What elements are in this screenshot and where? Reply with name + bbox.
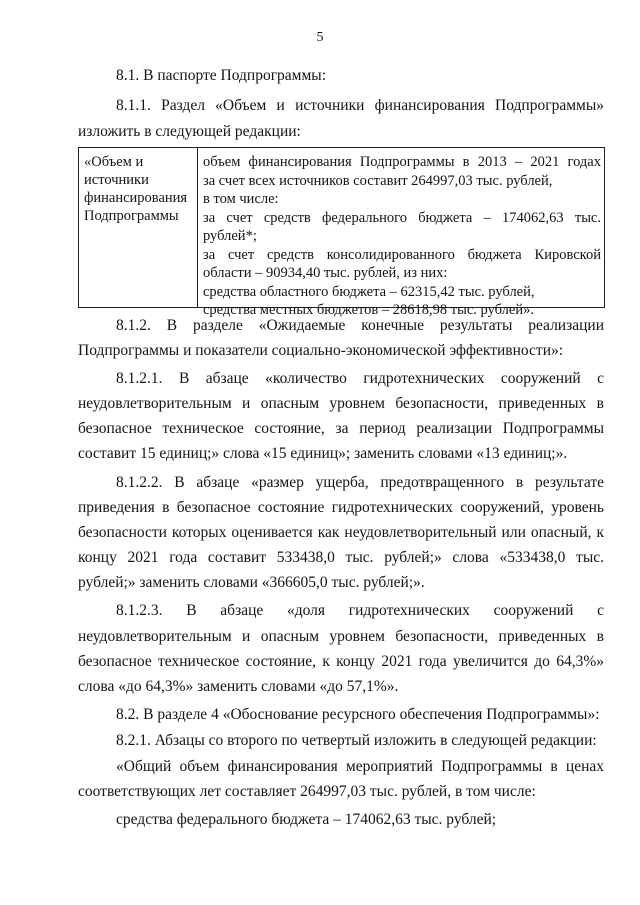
table-right-line: средства областного бюджета – 62315,42 тыс. рублей, bbox=[203, 283, 535, 300]
table-right-line: объем финансирования Подпрограммы в 2013 – 2021 годах bbox=[203, 154, 601, 170]
table-left-line: Подпрограммы bbox=[84, 208, 179, 224]
paragraph-8-1-1-line1: 8.1.1. Раздел «Объем и источники финансирования Подпрограммы» bbox=[116, 97, 604, 114]
paragraph-8-1-2-3-line3: безопасное техническое состояние, к концу 2021 года увеличится до 64,3%» bbox=[78, 653, 604, 670]
paragraph-8-1-2-3-line4: слова «до 64,3%» заменить словами «до 57,1%». bbox=[78, 678, 399, 695]
table-left-line: «Объем и bbox=[84, 154, 144, 170]
table-right-line: области – 90934,40 тыс. рублей, из них: bbox=[203, 265, 448, 281]
paragraph-8-2-1: 8.2.1. Абзацы со второго по четвертый изложить в следующей редакции: bbox=[116, 732, 597, 749]
table-left-cell bbox=[84, 153, 187, 225]
table-left-line: источники bbox=[84, 172, 149, 188]
paragraph-quote-line2: соответствующих лет составляет 264997,03 тыс. рублей, в том числе: bbox=[78, 783, 536, 800]
paragraph-federal-budget: средства федерального бюджета – 174062,63 тыс. рублей; bbox=[116, 811, 497, 828]
table-right-cell bbox=[203, 153, 601, 320]
paragraph-8-1-2-2-line3: безопасности которых оценивается как неудовлетворительный или опасный, к bbox=[78, 524, 604, 541]
paragraph-8-2: 8.2. В разделе 4 «Обоснование ресурсного обеспечения Подпрограммы»: bbox=[116, 706, 600, 723]
table-right-line: за счет всех источников составит 264997,03 тыс. рублей, bbox=[203, 172, 553, 189]
paragraph-8-1-2-line2: Подпрограммы и показатели социально-экономической эффективности»: bbox=[78, 342, 564, 359]
paragraph-8-1-2-2-line4: концу 2021 года составит 533438,0 тыс. рублей;» слова «533438,0 тыс. bbox=[78, 549, 604, 566]
paragraph-8-1-2-1-line2: неудовлетворительным и опасным уровнем безопасности, приведенных в bbox=[78, 395, 604, 412]
paragraph-8-1-1-line2: изложить в следующей редакции: bbox=[78, 123, 301, 140]
table-right-line: за счет средств консолидированного бюджета Кировской bbox=[203, 246, 601, 263]
financing-table bbox=[78, 147, 605, 318]
paragraph-8-1-2-3-line2: неудовлетворительным и опасным уровнем безопасности, приведенных в bbox=[78, 628, 604, 645]
table-right-line: средства местных бюджетов – 28618,98 тыс. рублей». bbox=[203, 302, 534, 318]
table-right-line: в том числе: bbox=[203, 191, 279, 207]
table-right-line: за счет средств федерального бюджета – 174062,63 тыс. bbox=[203, 209, 601, 226]
paragraph-8-1-2-1-line1: 8.1.2.1. В абзаце «количество гидротехнических сооружений с bbox=[116, 370, 604, 387]
paragraph-8-1: 8.1. В паспорте Подпрограммы: bbox=[116, 67, 327, 84]
page-number: 5 bbox=[316, 30, 324, 45]
table-column-divider bbox=[197, 148, 198, 307]
paragraph-8-1-2-line1: 8.1.2. В разделе «Ожидаемые конечные результаты реализации bbox=[116, 317, 604, 334]
paragraph-8-1-2-2-line5: рублей;» заменить словами «366605,0 тыс. рублей;». bbox=[78, 574, 425, 591]
table-left-line: финансирования bbox=[84, 190, 188, 206]
paragraph-8-1-2-3-line1: 8.1.2.3. В абзаце «доля гидротехнических сооружений с bbox=[116, 602, 604, 619]
paragraph-8-1-2-1-line3: безопасное техническое состояние, за период реализации Подпрограммы bbox=[78, 420, 604, 437]
table-right-line: рублей*; bbox=[203, 228, 257, 244]
paragraph-8-1-2-2-line1: 8.1.2.2. В абзаце «размер ущерба, предотвращенного в результате bbox=[116, 474, 604, 491]
paragraph-quote-line1: «Общий объем финансирования мероприятий Подпрограммы в ценах bbox=[116, 758, 604, 775]
paragraph-8-1-2-1-line4: составит 15 единиц;» слова «15 единиц»; заменить словами «13 единиц;». bbox=[78, 445, 568, 462]
paragraph-8-1-2-2-line2: приведения в безопасное состояние гидротехнических сооружений, уровень bbox=[78, 499, 604, 516]
